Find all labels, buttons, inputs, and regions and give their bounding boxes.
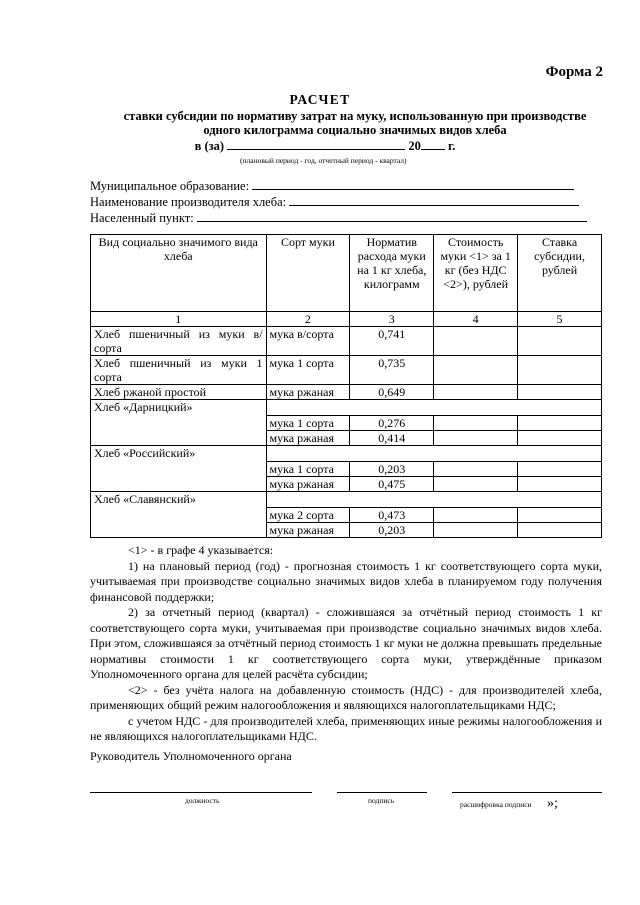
position-caption: должность [185, 796, 220, 805]
rate-cell[interactable] [518, 462, 602, 477]
flour-cell: мука 2 сорта [266, 508, 350, 523]
signature-line[interactable] [337, 791, 427, 793]
footnote-2-continued: с учетом НДС - для производителей хлеба, применяющих иные режимы налогообложения и не являющихся налогоплательщиками НДС. [90, 713, 602, 743]
period-prefix: в (за) [194, 139, 225, 153]
period-blank[interactable] [227, 139, 405, 150]
field-municipality-label: Муниципальное образование: [90, 179, 250, 193]
cost-cell[interactable] [434, 385, 518, 400]
table-row [91, 356, 602, 385]
document-subtitle [60, 109, 640, 137]
position-line[interactable] [90, 791, 312, 793]
footnotes [90, 543, 602, 745]
norm-cell: 0,414 [350, 431, 434, 446]
rate-cell[interactable] [518, 523, 602, 538]
period-hint: (плановый период - год, отчетный период - квартал) [240, 156, 407, 165]
footnote-2: <2> - без учёта налога на добавленную стоимость (НДС) - для производителей хлеба, применяющих общий режим налогообложения и являющихся налогоплательщиками НДС; [90, 682, 602, 712]
cost-cell[interactable] [434, 477, 518, 492]
norm-cell: 0,741 [350, 327, 434, 356]
bread-type-cell: Хлеб «Дарницкий» [91, 400, 267, 446]
bread-type-cell: Хлеб пшеничный из муки в/сорта [91, 327, 267, 356]
signature-caption: подпись [368, 796, 395, 805]
flour-cell: мука 1 сорта [266, 356, 350, 385]
bread-type-cell: Хлеб ржаной простой [91, 385, 267, 400]
field-producer-label: Наименование производителя хлеба: [90, 195, 287, 209]
table-group-row [91, 492, 602, 508]
cost-cell[interactable] [434, 416, 518, 431]
subsidy-table [90, 234, 602, 538]
flour-cell: мука ржаная [266, 431, 350, 446]
flour-cell: мука в/сорта [266, 327, 350, 356]
table-group-row [91, 446, 602, 462]
col-number: 2 [266, 312, 350, 327]
table-group-row [91, 400, 602, 416]
col-number: 5 [518, 312, 602, 327]
field-municipality [90, 179, 574, 194]
header-norm: Норматив расхода муки на 1 кг хлеба, килограмм [350, 235, 434, 312]
norm-cell: 0,735 [350, 356, 434, 385]
rate-cell[interactable] [518, 431, 602, 446]
norm-cell: 0,475 [350, 477, 434, 492]
bread-type-cell: Хлеб «Российский» [91, 446, 267, 492]
flour-cell: мука 1 сорта [266, 416, 350, 431]
cost-cell[interactable] [434, 327, 518, 356]
field-locality-line[interactable] [197, 211, 587, 222]
flour-cell: мука ржаная [266, 523, 350, 538]
col-number: 1 [91, 312, 267, 327]
flour-cell: мука ржаная [266, 477, 350, 492]
group-empty-cell [266, 400, 601, 416]
subtitle-line-1: ставки субсидии по нормативу затрат на муку, использованную при производстве [123, 109, 587, 123]
field-locality [90, 211, 587, 226]
field-municipality-line[interactable] [252, 179, 574, 190]
field-producer-line[interactable] [289, 195, 579, 206]
form-label: Форма 2 [545, 64, 603, 80]
closing-mark: »; [547, 796, 558, 811]
document-title: РАСЧЕТ [289, 92, 351, 107]
norm-cell: 0,276 [350, 416, 434, 431]
rate-cell[interactable] [518, 356, 602, 385]
period-suffix: г. [447, 139, 456, 153]
norm-cell: 0,473 [350, 508, 434, 523]
subtitle-line-2: одного килограмма социально значимых видов хлеба [203, 123, 507, 137]
table-col-numbers [91, 312, 602, 327]
period-year-prefix: 20 [408, 139, 421, 153]
footnote-1-item-1: 1) на плановый период (год) - прогнозная стоимость 1 кг соответствующего сорта муки, учитываемая при производстве социально значимых видов хлеба в планируемом году получения финансовой поддержки; [90, 558, 602, 604]
cost-cell[interactable] [434, 523, 518, 538]
footnote-1-item-2: 2) за отчетный период (квартал) - сложившаяся за отчётный период стоимость 1 кг соответствующего сорта муки, учитываемая при производстве социально значимых видов хлеба. При этом, сложившаяся за отчётный период стоимость 1 кг муки не должна превышать предельные нормативы стоимости 1 кг соответствующего сорта муки, утверждённые приказом Уполномоченного органа для целей расчёта субсидии; [90, 605, 602, 681]
authority-head-label: Руководитель Уполномоченного органа [90, 749, 292, 763]
header-flour-grade: Сорт муки [266, 235, 350, 312]
rate-cell[interactable] [518, 327, 602, 356]
norm-cell: 0,649 [350, 385, 434, 400]
rate-cell[interactable] [518, 385, 602, 400]
field-locality-label: Населенный пункт: [90, 211, 194, 225]
decoding-caption: расшифровка подписи [460, 800, 532, 809]
header-bread-type: Вид социально значимого вида хлеба [91, 235, 267, 312]
group-empty-cell [266, 446, 601, 462]
cost-cell[interactable] [434, 356, 518, 385]
header-rate: Ставка субсидии, рублей [518, 235, 602, 312]
rate-cell[interactable] [518, 416, 602, 431]
col-number: 4 [434, 312, 518, 327]
bread-type-cell: Хлеб «Славянский» [91, 492, 267, 538]
flour-cell: мука ржаная [266, 385, 350, 400]
norm-cell: 0,203 [350, 523, 434, 538]
cost-cell[interactable] [434, 508, 518, 523]
period-line [60, 139, 590, 154]
footnote-1-intro: <1> - в графе 4 указывается: [128, 543, 274, 557]
norm-cell: 0,203 [350, 462, 434, 477]
table-row [91, 385, 602, 400]
header-cost: Стоимость муки <1> за 1 кг (без НДС <2>), рублей [434, 235, 518, 312]
field-producer [90, 195, 579, 210]
flour-cell: мука 1 сорта [266, 462, 350, 477]
cost-cell[interactable] [434, 462, 518, 477]
group-empty-cell [266, 492, 601, 508]
bread-type-cell: Хлеб пшеничный из муки 1 сорта [91, 356, 267, 385]
rate-cell[interactable] [518, 477, 602, 492]
decoding-line[interactable] [452, 791, 602, 793]
cost-cell[interactable] [434, 431, 518, 446]
col-number: 3 [350, 312, 434, 327]
year-blank[interactable] [421, 139, 445, 150]
table-row [91, 327, 602, 356]
table-header-row [91, 235, 602, 312]
rate-cell[interactable] [518, 508, 602, 523]
